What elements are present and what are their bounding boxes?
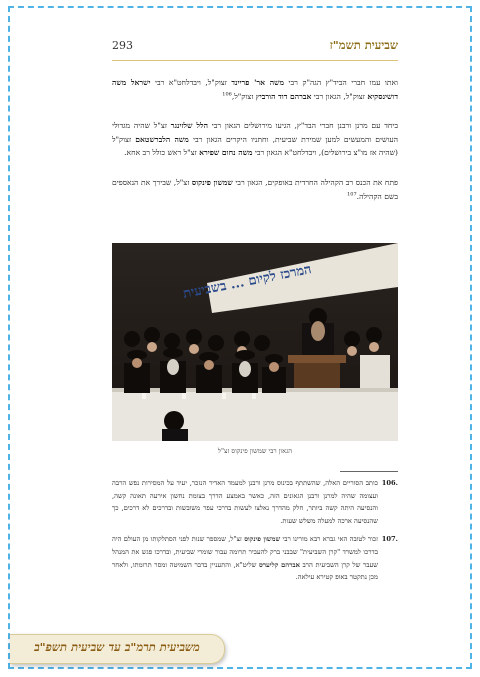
footer-banner-text: משביעית תרמ"ב עד שביעית תשפ"ב [34, 640, 200, 654]
p3-name-1: שמשון פינקוס [191, 177, 233, 187]
p2-text-1: ביחד עם מרנן ורבנן חברי הבד"ץ, הגיעו מירושלים הגאון רבי [207, 121, 399, 131]
hanging-banner-text: המרכז לקיום ... בשביעית [181, 262, 313, 302]
p1-text-2: זצוק"ל, ויבדלחט"א רבי [150, 78, 232, 87]
footnote-ref-106[interactable]: 106 [222, 91, 232, 98]
footnote-107 [112, 533, 398, 583]
frame-dash-bottom [8, 667, 472, 669]
footnote-name-1: שמשון פינקוס [244, 535, 281, 544]
frame-dash-left [8, 6, 10, 669]
p3-text-1: פתח את הכנס רב הקהילה החרדית באופקים, הגאון רבי [232, 177, 398, 187]
p2-name-3: משה נחום שפירא [199, 148, 253, 158]
frame-dash-right [470, 6, 472, 669]
header-rule [112, 60, 398, 61]
event-photo [112, 243, 398, 441]
photo-caption: הגאון רבי שמשון פינקוס זצ"ל [217, 447, 293, 455]
running-head: שביעית תשמ"ז [329, 38, 398, 52]
paragraph-1 [112, 76, 398, 103]
p2-name-1: הלל שלזינגר [170, 121, 208, 131]
p2-name-2: משה הלברשטאם [135, 134, 189, 144]
footnote-ref-107[interactable]: 107 [347, 191, 357, 198]
p2-text-4: זצ"ל ראש כולל רב אחא. [124, 148, 200, 158]
footnote-rule [340, 471, 398, 472]
footnote-number: 107. [381, 535, 398, 544]
paragraph-2 [112, 119, 398, 160]
p1-name-1: משה אר' פריינד [231, 78, 284, 87]
p1-text-4: זצוק"ל, [231, 91, 256, 101]
p2-text-3: זצוק"ל (שהיה אז מו"צ בירושלים), ויבדלחט"א הגאון רבי [112, 134, 398, 158]
footnote-text-3: שליט"א, והתעניין בדבר השמיטה ומסר תרומתו, ולאחר מכן נתקטר באופ קטירא עילאה. [112, 560, 378, 582]
footnote-text-1: זכור לטובה האי גברא רבא מורינו רבי [280, 535, 379, 544]
p1-name-2: ישראל משה דושינסקיא [112, 78, 398, 101]
footnote-text: כותב הסוריים האלה, שהשתתף בכינוס מרנן ורבנן למעמד האדיר הנזכר, יעיד על המסירות נפש הרבה ועצומה שהיה למרנן ורבנן הגאונים הזה, כאשר באמצע הדרך בצומת נחשון אירעה תאונה קשה, והנסיעה היתה קשה ביותר, חלק מהדרך נאלצו לעשות בדרכי עפר משובשות ובדרכים לא דרכים, כך שהנסיעה ארכה למעלה משלש שעות. [112, 479, 378, 525]
page-number: 293 [112, 39, 133, 52]
p3-text-2: זצ"ל, שבירך את הנאספים בשם הקהילה. [112, 177, 398, 201]
footnote-name-2: אברהם קליערס [258, 560, 300, 569]
body-text [112, 76, 398, 219]
p2-text-2: זצ"ל שהיה מגדולי העושים והמעשים למען שמירת שביעית, וחתניו היקרים הגאון רבי [112, 121, 398, 144]
frame-dash-top [8, 6, 472, 8]
paragraph-3 [112, 176, 398, 203]
footnotes [112, 477, 398, 590]
event-photo-image [112, 243, 398, 441]
footnote-text-2: זצ"ל, שמספר שנות לפני הסתלקותו מן העולם היה בדרכו למשרד "קרן השביעית" שבבני ברק להעביר תרומה עבור שומרי שביעית, ובדרכו פגש את המנהל שעבר של קרן השביעית הרב [112, 535, 378, 569]
footer-banner [10, 634, 225, 664]
footnote-number: 106. [381, 479, 398, 487]
footnote-106 [112, 477, 398, 527]
p1-text-1: ואתו עמו חברי הביד"ץ הגה"ק רבי [284, 78, 398, 87]
p1-name-3: אברהם דוד הורביץ [255, 91, 312, 101]
page-header [112, 38, 398, 58]
p1-text-3: זצוק"ל, הגאון רבי [311, 91, 368, 101]
